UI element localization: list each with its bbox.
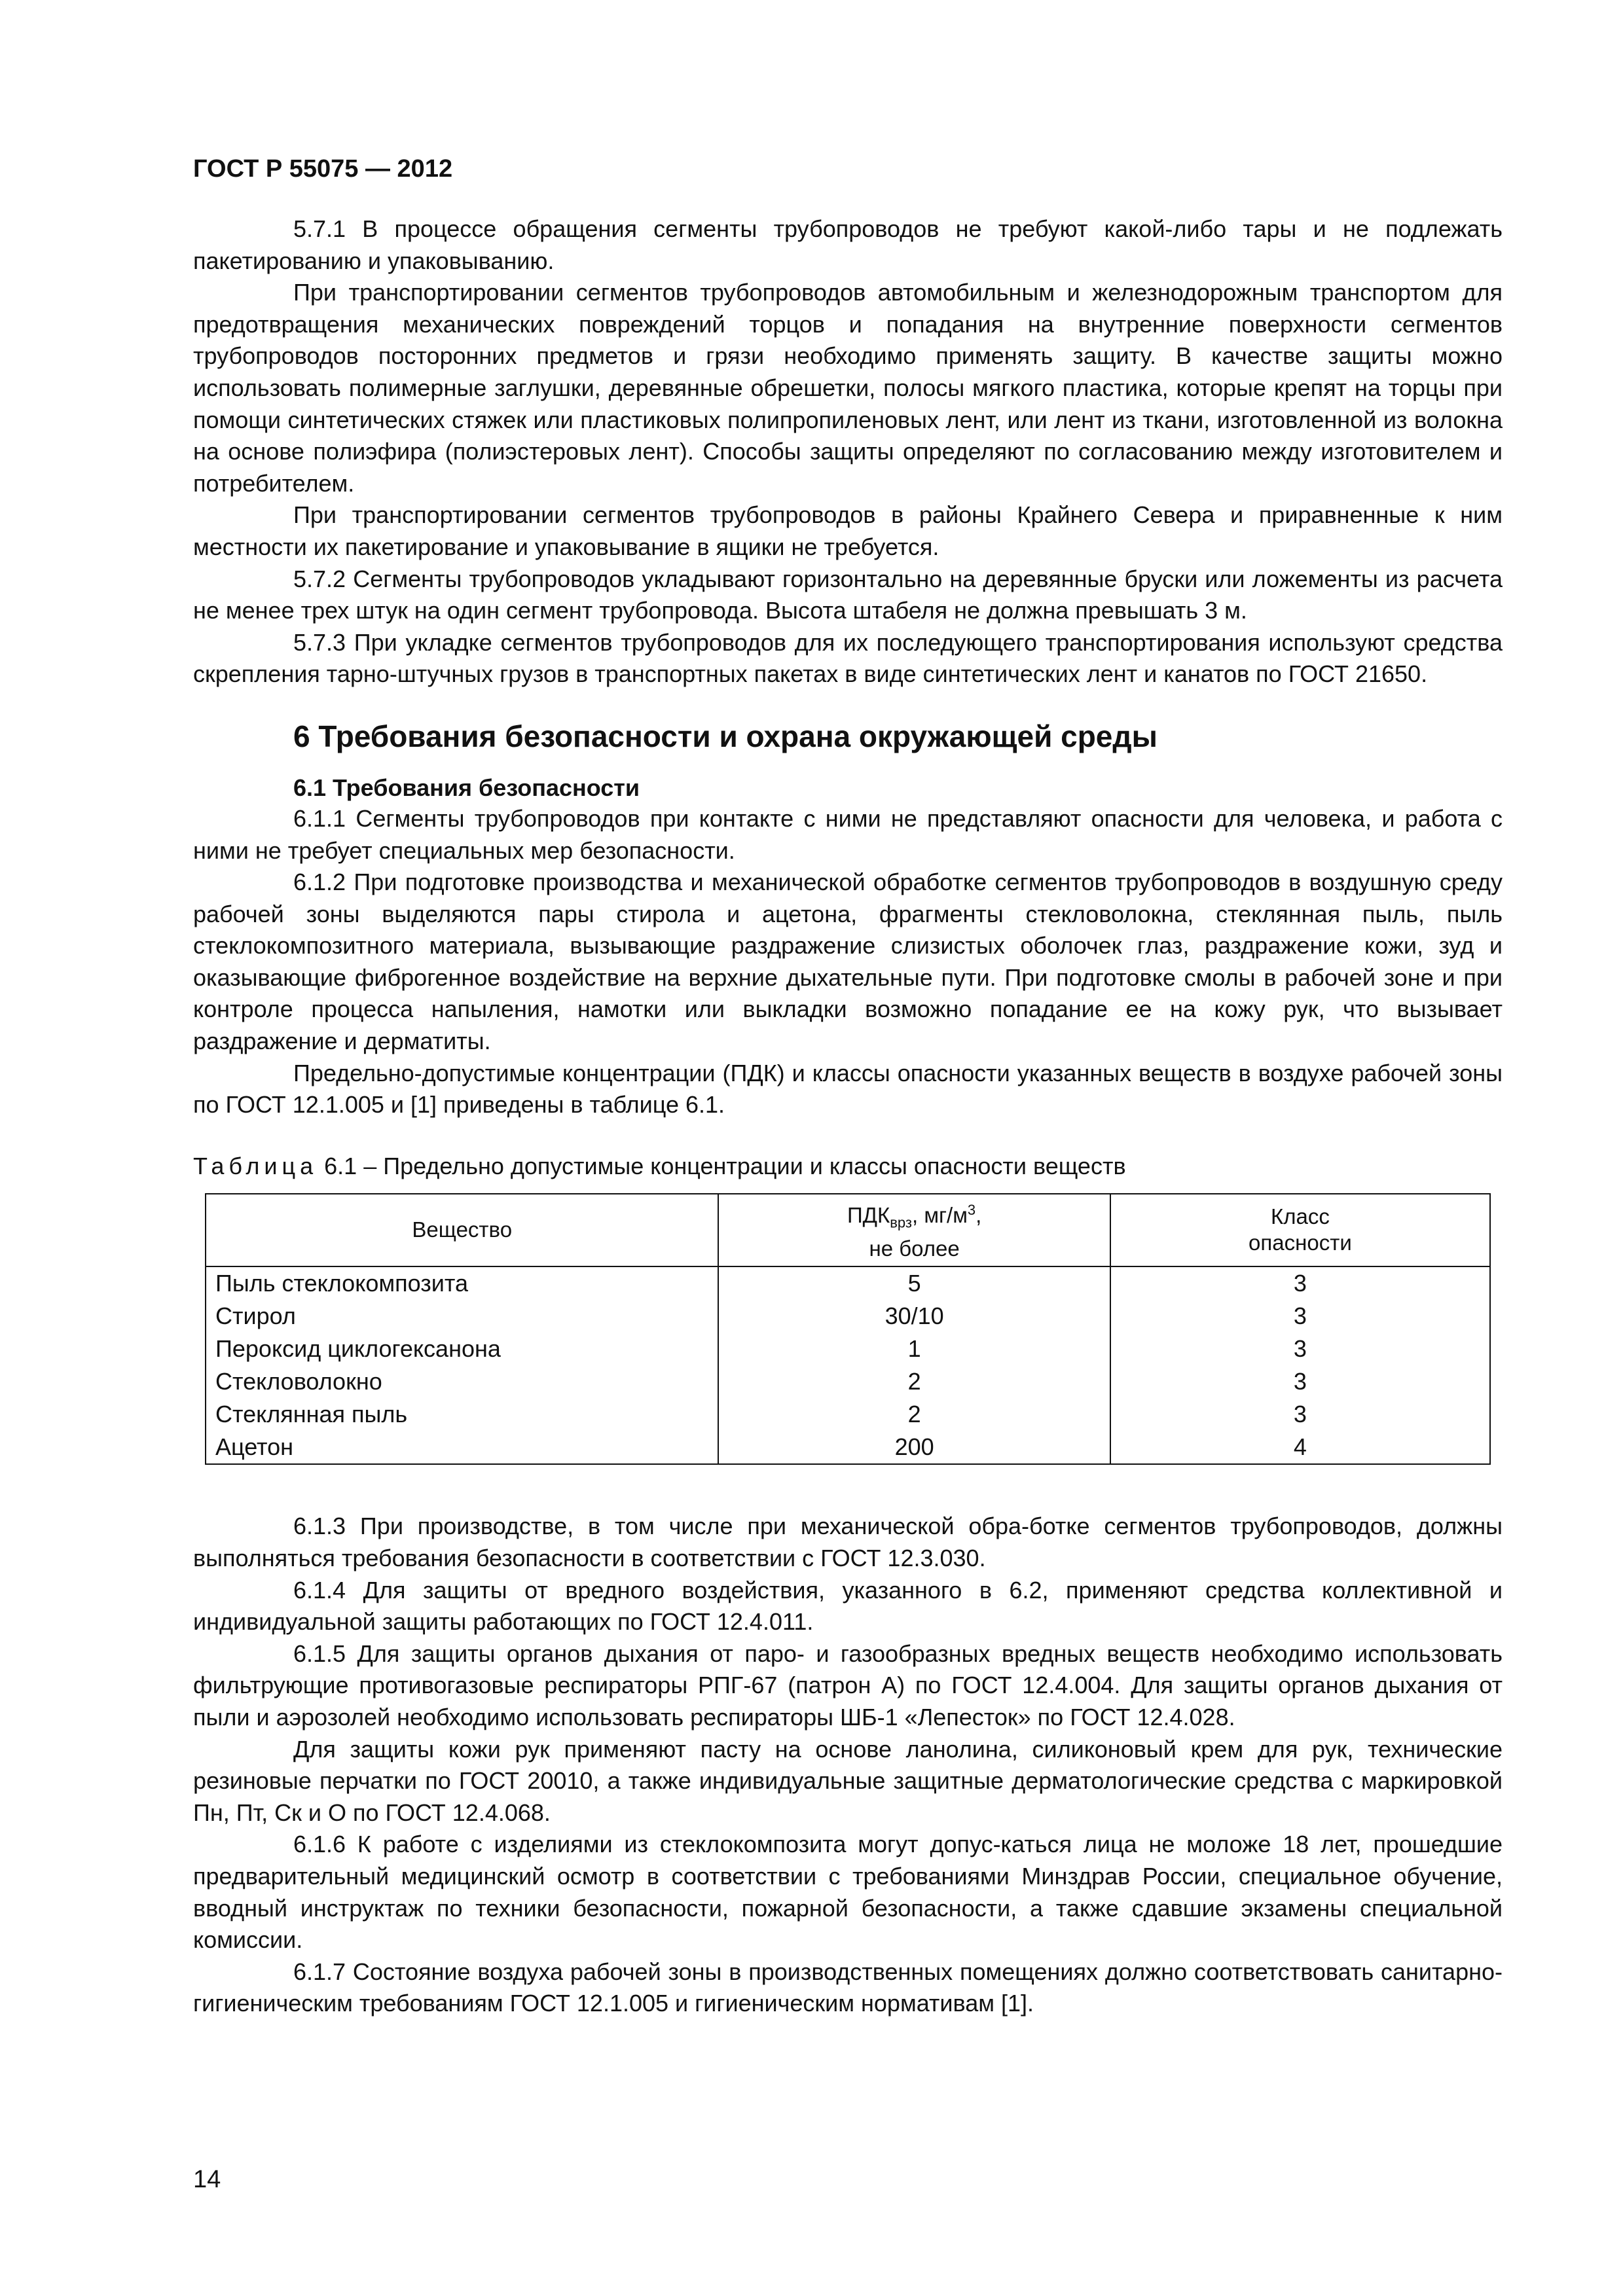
cell-substance: Пыль стеклокомпозита: [206, 1266, 718, 1300]
paragraph-6-1-6: 6.1.6 К работе с изделиями из стеклокомпозита могут допус-каться лица не моложе 18 лет, прошедшие предварительный медицинский осмотр в соответствии с требованиями Минздрав России, специальное обучение, вводный инструктаж по техники безопасности, пожарной безопасности, а также сдавшие экзамены специальной комиссии.: [193, 1831, 1503, 1954]
table-caption: [193, 1151, 1503, 1181]
cell-pdk: 30/10: [718, 1300, 1110, 1333]
table-row: [206, 1431, 1490, 1464]
section-title: 6 Требования безопасности и охрана окружающей среды: [293, 719, 1158, 753]
cell-pdk: 2: [718, 1365, 1110, 1398]
header-pdk-unit: , мг/м: [912, 1202, 968, 1227]
subsection-title: 6.1 Требования безопасности: [293, 774, 640, 801]
cell-class: 3: [1110, 1398, 1490, 1431]
paragraph-6-1-5: 6.1.5 Для защиты органов дыхания от паро- и газообразных вредных веществ необходимо использовать фильтрующие противогазовые респираторы РПГ-67 (патрон А) по ГОСТ 12.4.004. Для защиты органов дыхания от пыли и аэрозолей необходимо использовать респираторы ШБ-1 «Лепесток» по ГОСТ 12.4.028.: [193, 1640, 1503, 1731]
hazard-table: [205, 1193, 1491, 1465]
header-pdk-main: ПДК: [847, 1202, 890, 1227]
paragraph-far-north: При транспортировании сегментов трубопроводов в районы Крайнего Севера и приравненные к ним местности их пакетирование и упаковывание в ящики не требуется.: [193, 501, 1503, 560]
paragraph-6-1-7: 6.1.7 Состояние воздуха рабочей зоны в производственных помещениях должно соответствовать санитарно-гигиеническим требованиям ГОСТ 12.1.005 и гигиеническим нормативам [1].: [193, 1958, 1503, 2017]
page-number: 14: [193, 2166, 221, 2193]
cell-class: 3: [1110, 1266, 1490, 1300]
cell-pdk: 2: [718, 1398, 1110, 1431]
header-class-line1: Класс: [1270, 1204, 1330, 1229]
cell-substance: Стирол: [206, 1300, 718, 1333]
header-pdk-sub: врз: [890, 1214, 912, 1231]
paragraph-5-7-2: 5.7.2 Сегменты трубопроводов укладывают горизонтально на деревянные бруски или ложементы из расчета не менее трех штук на один сегмент трубопровода. Высота штабеля не должна превышать 3 м.: [193, 565, 1503, 624]
header-pdk: [718, 1194, 1110, 1267]
table-row: [206, 1398, 1490, 1431]
table-caption-prefix: Таблица: [193, 1152, 318, 1179]
table-row: [206, 1333, 1490, 1365]
cell-pdk: 1: [718, 1333, 1110, 1365]
table-row: [206, 1300, 1490, 1333]
paragraph-5-7-3: 5.7.3 При укладке сегментов трубопроводов для их последующего транспортирования используют средства скрепления тарно-штучных грузов в транспортных пакетах в виде синтетических лент и канатов по ГОСТ 21650.: [193, 628, 1503, 688]
table-header-row: [206, 1194, 1490, 1267]
paragraph-transport-protection: При транспортировании сегментов трубопроводов автомобильным и железнодорожным транспортом для предотвращения механических повреждений торцов и попадания на внутренние поверхности сегментов трубопроводов посторонних предметов и грязи необходимо применять защиту. В качестве защиты можно использовать полимерные заглушки, деревянные обрешетки, полосы мягкого пластика, которые крепят на торцы при помощи синтетических стяжек или пластиковых полипропиленовых лент, или лент из ткани, изготовленной из волокна на основе полиэфира (полиэстеровых лент). Способы защиты определяют по согласованию между изготовителем и потребителем.: [193, 279, 1503, 497]
header-class: [1110, 1194, 1490, 1267]
cell-substance: Ацетон: [206, 1431, 718, 1464]
document-page: [193, 154, 1503, 2020]
paragraph-6-1-4: 6.1.4 Для защиты от вредного воздействия, указанного в 6.2, применяют средства коллективной и индивидуальной защиты работающих по ГОСТ 12.4.011.: [193, 1576, 1503, 1636]
cell-class: 3: [1110, 1333, 1490, 1365]
table-row: [206, 1365, 1490, 1398]
header-pdk-line2: не более: [869, 1236, 960, 1261]
paragraph-6-1-3: 6.1.3 При производстве, в том числе при механической обра-ботке сегментов трубопроводов, должны выполняться требования безопасности в соответствии с ГОСТ 12.3.030.: [193, 1513, 1503, 1572]
cell-substance: Стеклянная пыль: [206, 1398, 718, 1431]
table-caption-text: 6.1 – Предельно допустимые концентрации и классы опасности веществ: [318, 1152, 1126, 1179]
cell-class: 3: [1110, 1300, 1490, 1333]
paragraph-skin-protection: Для защиты кожи рук применяют пасту на основе ланолина, силиконовый крем для рук, технические резиновые перчатки по ГОСТ 20010, а также индивидуальные защитные дерматологические средства с маркировкой Пн, Пт, Ск и О по ГОСТ 12.4.068.: [193, 1735, 1503, 1826]
cell-substance: Стекловолокно: [206, 1365, 718, 1398]
cell-class: 4: [1110, 1431, 1490, 1464]
document-header: ГОСТ Р 55075 — 2012: [193, 155, 453, 183]
paragraph-pdk-intro: Предельно-допустимые концентрации (ПДК) и классы опасности указанных веществ в воздухе рабочей зоны по ГОСТ 12.1.005 и [1] приведены в таблице 6.1.: [193, 1059, 1503, 1119]
table-row: [206, 1266, 1490, 1300]
paragraph-5-7-1: 5.7.1 В процессе обращения сегменты трубопроводов не требуют какой-либо тары и не подлежать пакетированию и упаковыванию.: [193, 215, 1503, 274]
cell-substance: Пероксид циклогексанона: [206, 1333, 718, 1365]
header-class-line2: опасности: [1249, 1230, 1352, 1255]
paragraph-6-1-2: 6.1.2 При подготовке производства и механической обработке сегментов трубопроводов в воздушную среду рабочей зоны выделяются пары стирола и ацетона, фрагменты стекловолокна, стеклянная пыль, пыль стеклокомпозитного материала, вызывающие раздражение слизистых оболочек глаз, раздражение кожи, зуд и оказывающие фиброгенное воздействие на верхние дыхательные пути. При подготовке смолы в рабочей зоне и при контроле процесса напыления, намотки или выкладки возможно попадание ее на кожу рук, что вызывает раздражение и дерматиты.: [193, 869, 1503, 1055]
header-substance: Вещество: [206, 1194, 718, 1267]
header-pdk-tail: ,: [976, 1202, 982, 1227]
paragraph-6-1-1: 6.1.1 Сегменты трубопроводов при контакте с ними не представляют опасности для человека, и работа с ними не требует специальных мер безопасности.: [193, 804, 1503, 864]
cell-pdk: 200: [718, 1431, 1110, 1464]
header-pdk-sup: 3: [967, 1201, 976, 1218]
cell-class: 3: [1110, 1365, 1490, 1398]
cell-pdk: 5: [718, 1266, 1110, 1300]
